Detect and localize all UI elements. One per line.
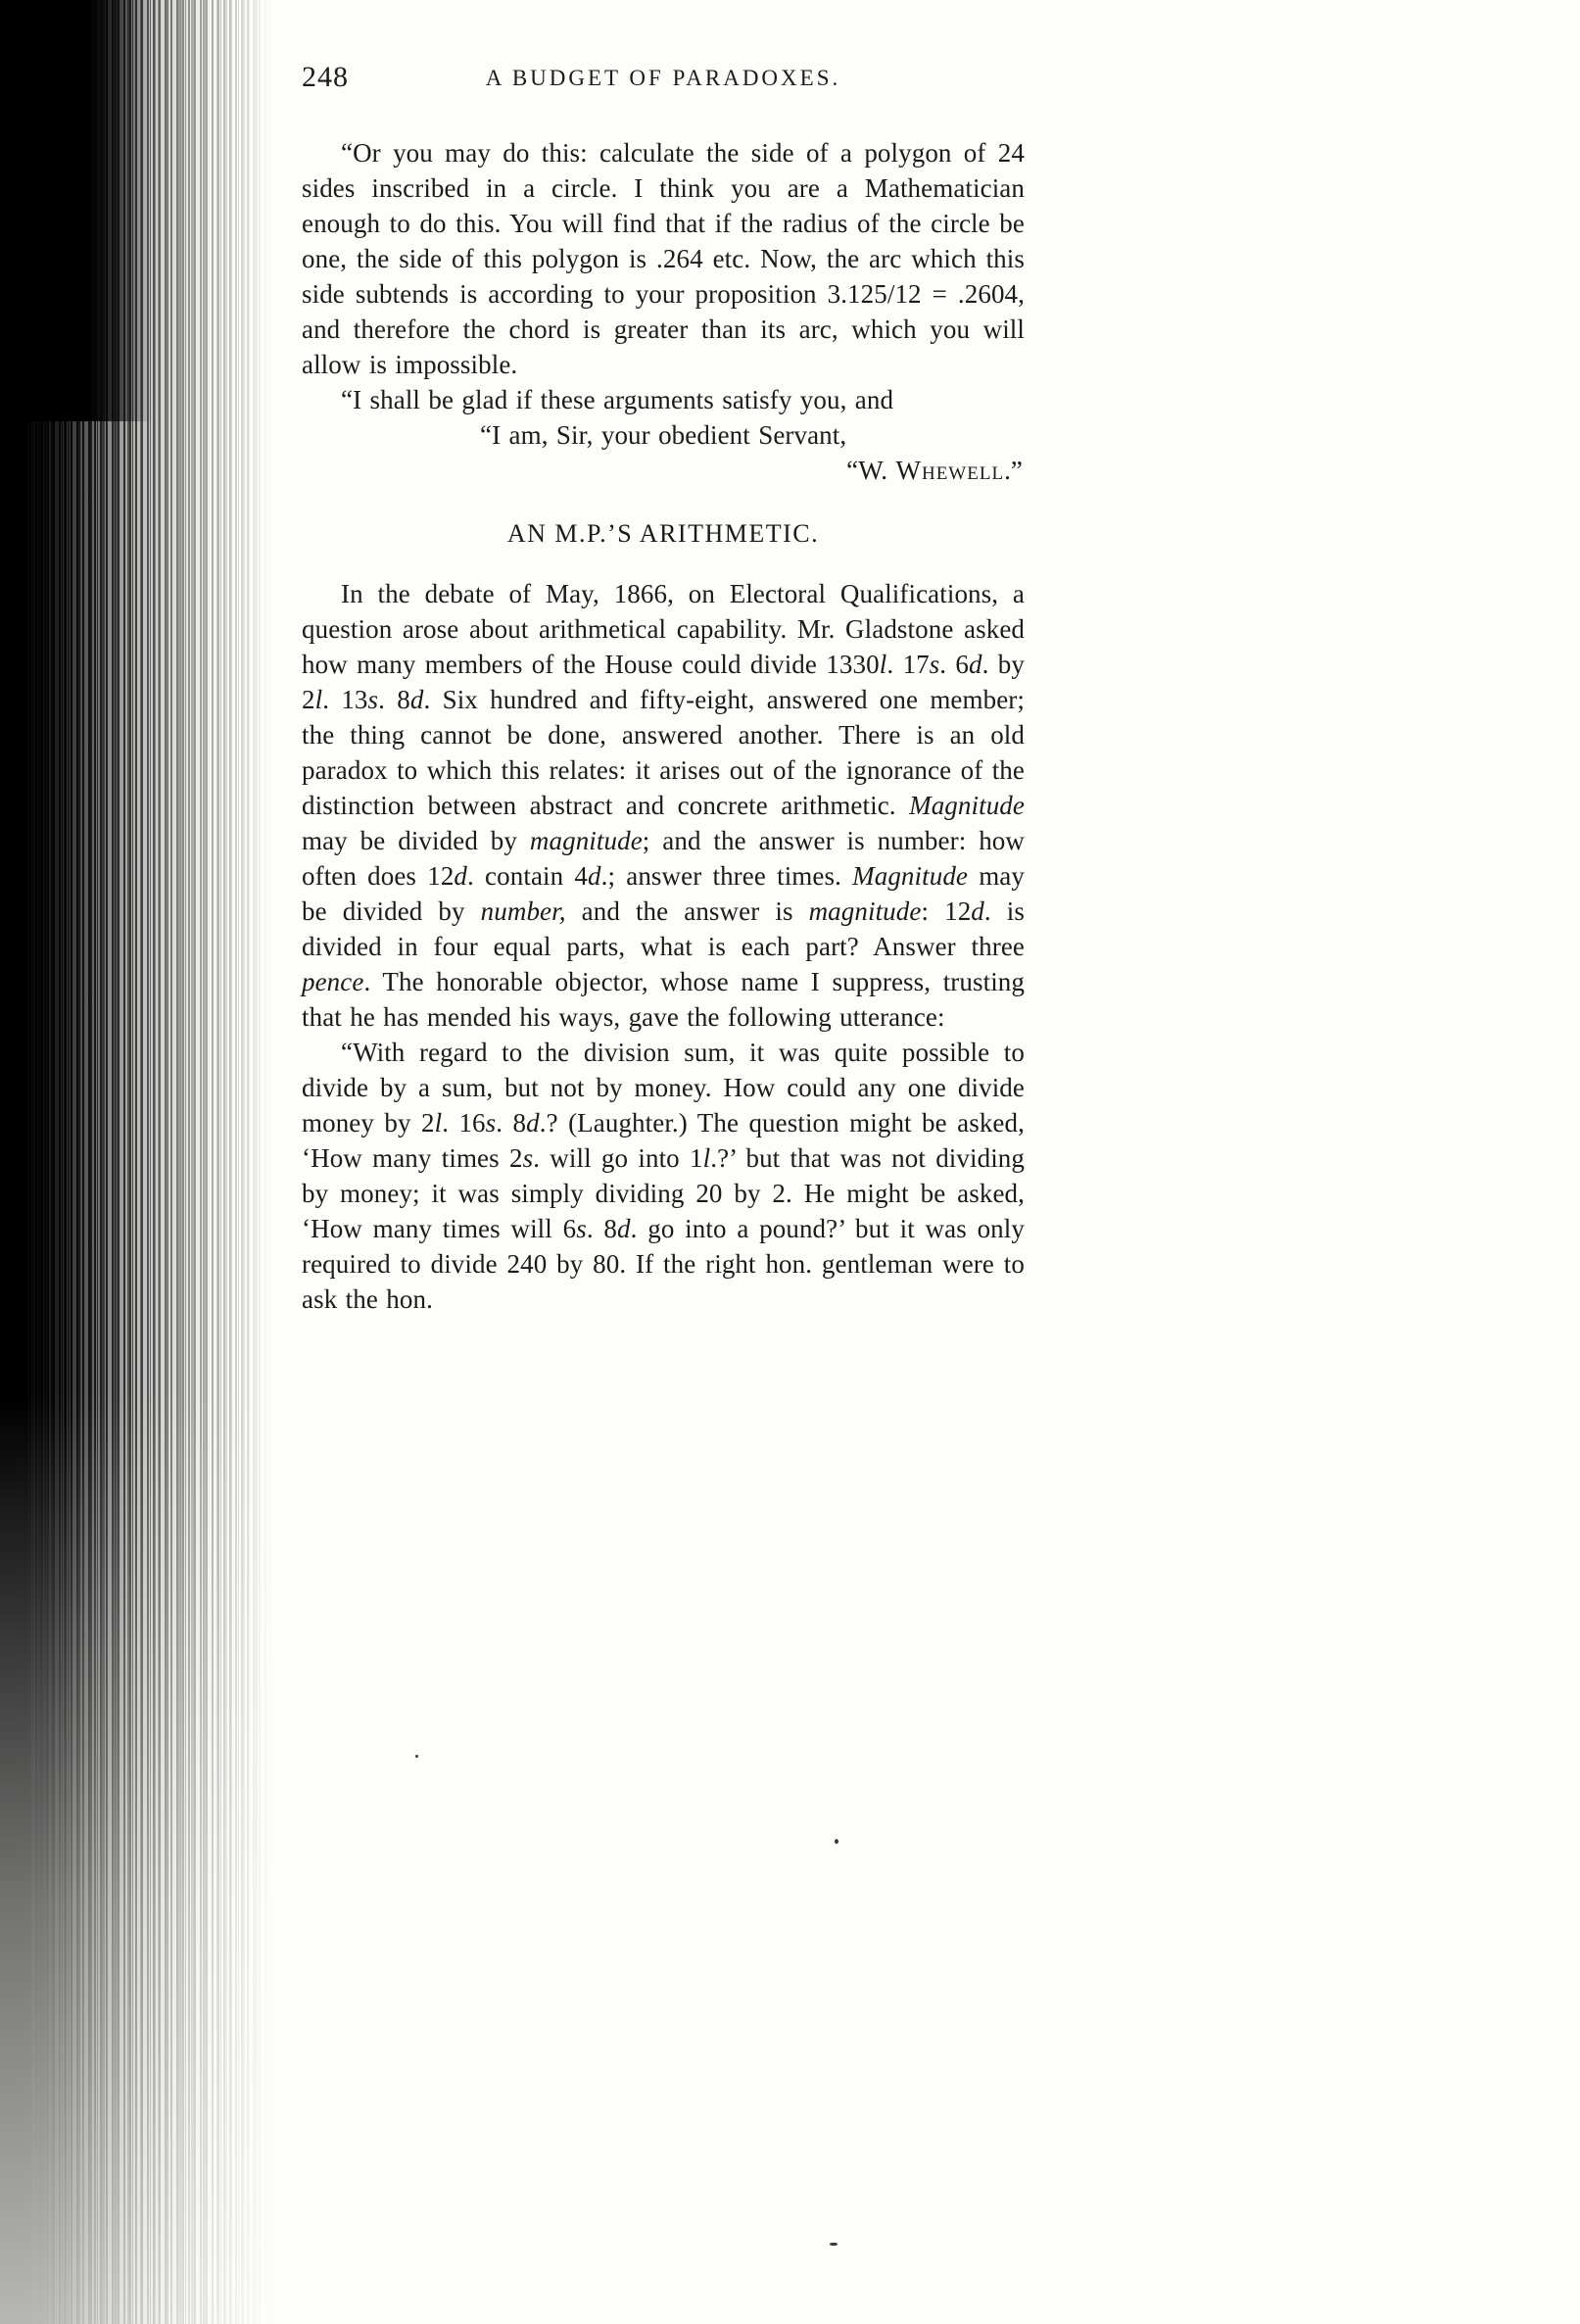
italic-text: d	[409, 685, 424, 714]
text-run: . The honorable objector, whose name I suppress, trusting that he has mended his ways, gave the following utterance:	[302, 967, 1025, 1032]
text-run: “Or you may do this: calculate the side of a polygon of 24 sides inscribed in a circle. I think you are a Mathematician enough to do this. You will find that if the radius of the circle be one, the side of this polygon is .264 etc. Now, the arc which this side subtends is according to your proposition 3.125/12 = .2604, and therefore the chord is greater than its arc, which you will allow is impossible.	[302, 138, 1025, 379]
text-run: . by 2	[302, 650, 1026, 714]
scan-speck	[830, 2243, 838, 2246]
scan-binding-dark-top	[0, 0, 152, 421]
text-run: .? (Laughter.) The question might be asked, ‘How many times 2	[302, 1108, 1025, 1173]
italic-text: l	[434, 1108, 443, 1138]
italic-text: s	[522, 1143, 534, 1173]
scan-speck	[415, 1755, 418, 1758]
scan-binding-fade	[0, 1393, 294, 2324]
paragraph	[480, 417, 1025, 453]
text-run: . is divided in four equal parts, what is each part? Answer three	[302, 896, 1025, 961]
italic-text: s	[367, 685, 379, 714]
text-run: “I shall be glad if these arguments satisfy you, and	[341, 385, 894, 414]
section-heading	[302, 516, 1025, 552]
page-header	[302, 61, 1025, 94]
text-run: . 13	[322, 685, 368, 714]
paragraph	[302, 1035, 1025, 1317]
text-run: “I am, Sir, your obedient Servant,	[480, 420, 847, 450]
text-run: .”	[1004, 456, 1023, 485]
paragraph	[302, 382, 1025, 417]
italic-text: l	[702, 1143, 711, 1173]
text-run: . contain 4	[467, 861, 588, 891]
text-run: . 17	[886, 650, 930, 679]
paragraph	[302, 576, 1025, 1035]
text-run: “W.	[846, 456, 896, 485]
italic-text: s	[485, 1108, 497, 1138]
paragraph	[302, 135, 1025, 382]
italic-text: s	[929, 650, 940, 679]
page-number: 248	[302, 61, 349, 93]
text-run: .?’ but that was not dividing by money; it was simply dividing 20 by 2. He might be asked, ‘How many times will 6	[302, 1143, 1026, 1243]
text-run: and the answer is	[565, 896, 809, 926]
text-run: In the debate of May, 1866, on Electoral Qualifications, a question arose about arithmetical capability. Mr. Gladstone asked how many members of the House could divide 1330	[302, 579, 1025, 679]
text-run: . 8	[496, 1108, 527, 1138]
text-run: may be divided by	[302, 826, 530, 855]
text-column-body	[302, 135, 1025, 1317]
italic-text: d	[588, 861, 601, 891]
italic-text: d	[971, 896, 984, 926]
italic-text: number,	[480, 896, 566, 926]
paragraph	[302, 453, 1025, 488]
italic-text: magnitude	[529, 826, 643, 855]
text-run: . will go into 1	[533, 1143, 703, 1173]
text-run: ; and the answer is number: how often does 12	[302, 826, 1025, 891]
italic-text: l	[879, 650, 887, 679]
italic-text: magnitude	[808, 896, 922, 926]
text-run: . 16	[442, 1108, 486, 1138]
italic-text: d	[617, 1214, 631, 1243]
text-column	[302, 61, 1025, 1317]
smallcaps-text: Whewell	[895, 456, 1005, 485]
italic-text: d	[969, 650, 982, 679]
text-run: . 6	[939, 650, 970, 679]
text-run: . 8	[378, 685, 410, 714]
running-title: A BUDGET OF PARADOXES.	[485, 66, 841, 90]
text-run: AN M.P.’S ARITHMETIC.	[506, 519, 820, 548]
italic-text: s	[576, 1214, 587, 1243]
text-run: “With regard to the division sum, it was quite possible to divide by a sum, but not by money. How could any one divide money by 2	[302, 1038, 1025, 1138]
text-run: . Six hundred and fifty-eight, answered one member; the thing cannot be done, answered another. There is an old paradox to which this relates: it arises out of the ignorance of the distinction between abstract and concrete arithmetic.	[302, 685, 1025, 820]
text-run: : 12	[921, 896, 972, 926]
text-run: . 8	[586, 1214, 618, 1243]
text-run: .; answer three times.	[600, 861, 853, 891]
italic-text: l	[314, 685, 323, 714]
text-run: . go into a pound?’ but it was only required to divide 240 by 80. If the right hon. gentleman were to ask the hon.	[302, 1214, 1025, 1314]
italic-text: Magnitude	[909, 791, 1025, 820]
text-run: may be divided by	[302, 861, 1025, 926]
italic-text: pence	[302, 967, 364, 996]
scan-speck	[835, 1839, 838, 1844]
italic-text: d	[526, 1108, 540, 1138]
italic-text: d	[454, 861, 468, 891]
italic-text: Magnitude	[852, 861, 969, 891]
